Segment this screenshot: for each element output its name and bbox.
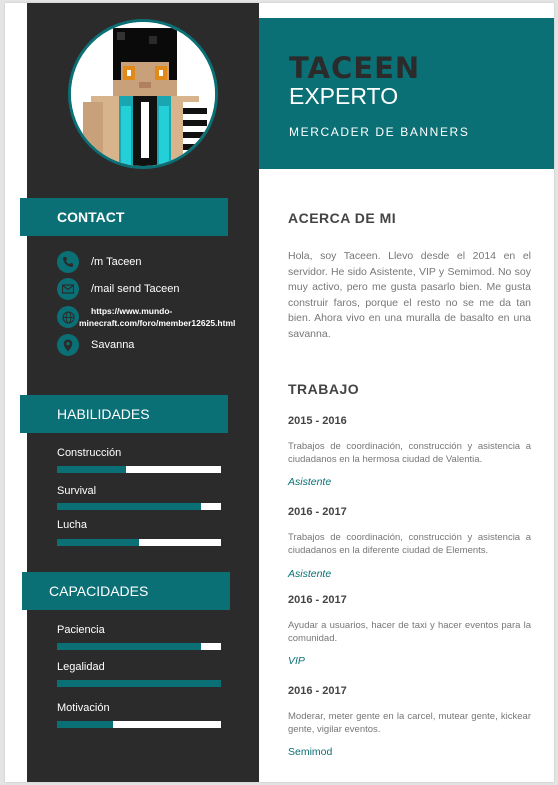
work-period: 2015 - 2016 (288, 415, 347, 427)
about-heading: ACERCA DE MI (288, 210, 397, 226)
contact-item-location: Savanna (57, 334, 267, 356)
work-position: Asistente (288, 476, 332, 488)
work-description: Moderar, meter gente en la carcel, mutear gente, kickear gente, vigilar eventos. (288, 711, 531, 735)
work-position: VIP (288, 655, 305, 667)
skill-label: Construcción (57, 447, 122, 459)
skill-bar (57, 539, 221, 546)
contact-item-mail: /mail send Taceen (57, 278, 267, 300)
minecraft-skin-avatar (68, 19, 218, 169)
phone-icon (57, 251, 79, 273)
skill-bar (57, 503, 221, 510)
person-name: TACEEN (289, 51, 421, 85)
globe-icon (57, 306, 79, 328)
contact-item-phone: /m Taceen (57, 251, 267, 273)
capacity-label: Paciencia (57, 624, 105, 636)
website-line-2: minecraft.com/foro/member12625.html (79, 318, 236, 328)
work-period: 2016 - 2017 (288, 594, 347, 606)
contact-item-website (57, 305, 267, 329)
contact-heading: CONTACT (20, 198, 228, 236)
skill-label: Survival (57, 485, 97, 497)
capacity-label: Legalidad (57, 661, 105, 673)
resume-page (5, 3, 554, 782)
capacity-bar (57, 680, 221, 687)
capacity-label: Motivación (57, 702, 110, 714)
avatar-pixel-art (71, 22, 215, 166)
skills-heading: HABILIDADES (20, 395, 228, 433)
capacity-bar (57, 721, 221, 728)
about-text: Hola, soy Taceen. Llevo desde el 2014 en el servidor. He sido Asistente, VIP y Semimod. No soy muy activo, pero me gusta pasarlo bien. Me gusta construir faros, porque el resto no se me da tan bien. Ahora vivo en una muralla de basalto en una savanna. (288, 250, 531, 340)
header-banner (259, 18, 554, 169)
work-position: Asistente (288, 568, 332, 580)
work-heading: TRABAJO (288, 381, 360, 397)
work-position: Semimod (288, 746, 333, 758)
mail-icon (57, 278, 79, 300)
work-description: Trabajos de coordinación, construcción y asistencia a ciudadanos en la hermosa ciudad de Valentia. (288, 441, 531, 465)
skill-bar (57, 466, 221, 473)
website-line-1: https://www.mundo- (91, 306, 173, 316)
person-subtitle: MERCADER DE BANNERS (289, 125, 470, 139)
work-description: Ayudar a usuarios, hacer de taxi y hacer eventos para la comunidad. (288, 620, 531, 644)
work-period: 2016 - 2017 (288, 506, 347, 518)
work-description: Trabajos de coordinación, construcción y asistencia a ciudadanos en la diferente ciudad de Elements. (288, 532, 531, 556)
capacity-bar (57, 643, 221, 650)
skill-label: Lucha (57, 519, 87, 531)
capacities-heading: CAPACIDADES (22, 572, 230, 610)
person-role: EXPERTO (289, 83, 399, 109)
location-pin-icon (57, 334, 79, 356)
work-period: 2016 - 2017 (288, 685, 347, 697)
